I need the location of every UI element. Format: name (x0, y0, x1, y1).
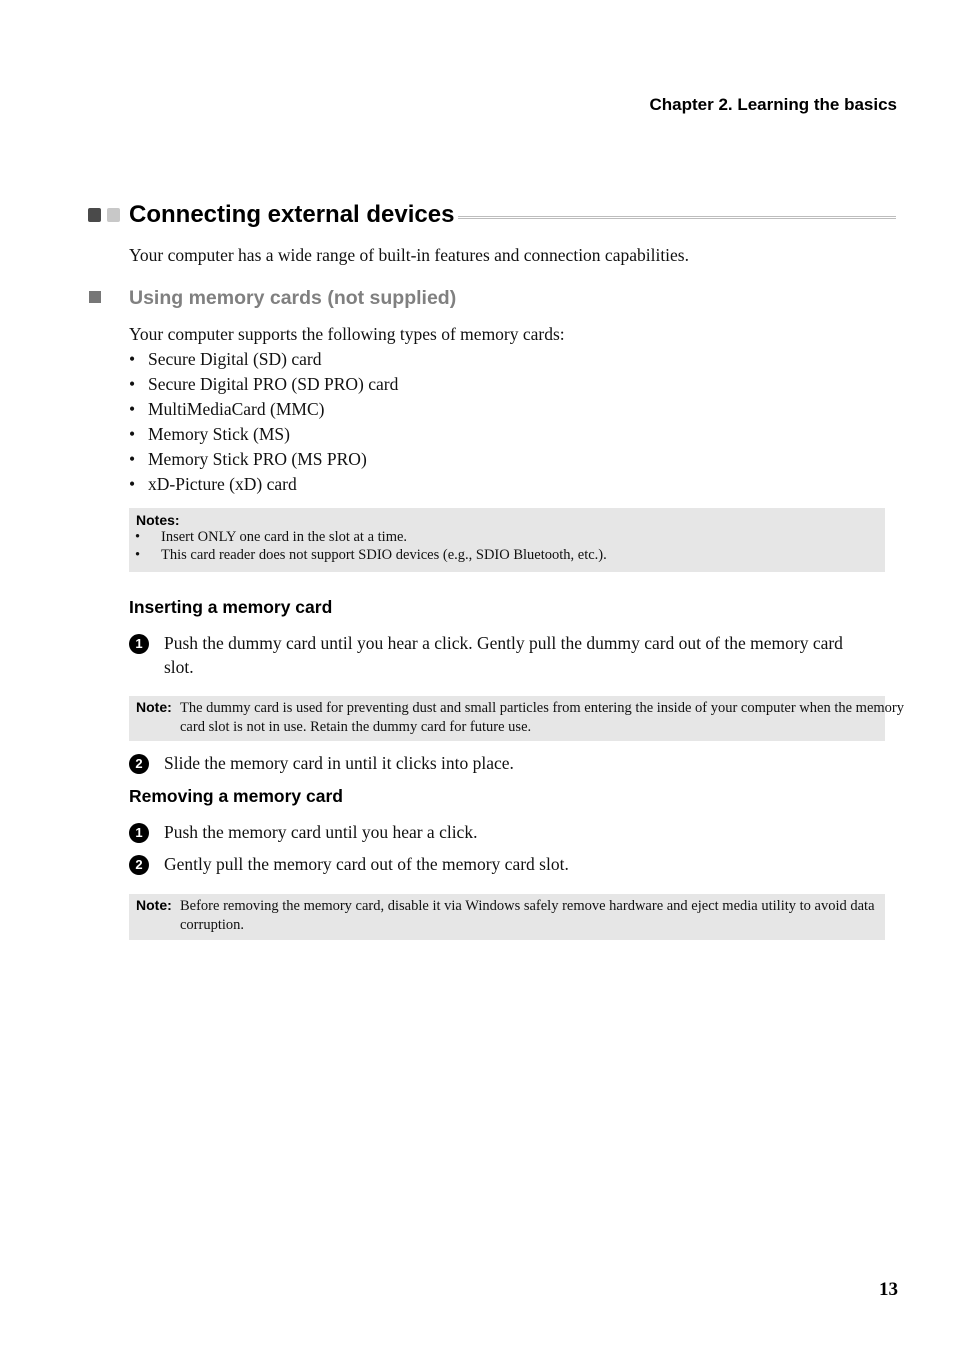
section-heading (88, 201, 896, 233)
note-text: The dummy card is used for preventing dust and small particles from entering the inside of your computer when the memory card slot is not in use. Retain the dummy card for future use. (180, 700, 905, 735)
list-item (129, 372, 398, 397)
bullet-icon: • (129, 449, 136, 469)
bullet-icon: • (129, 474, 136, 494)
step-text: Slide the memory card in until it clicks into place. (164, 753, 514, 773)
section-intro: Your computer has a wide range of built-in features and connection capabilities. (129, 245, 689, 265)
bullet-icon: • (135, 547, 141, 563)
section-title-rule (458, 216, 896, 219)
list-item (129, 347, 398, 372)
subsection-title: Using memory cards (not supplied) (129, 287, 457, 309)
card-type-label: MultiMediaCard (MMC) (148, 399, 325, 419)
note-item (135, 547, 607, 564)
card-type-label: xD-Picture (xD) card (148, 474, 297, 494)
heading-square-light-icon (107, 208, 120, 222)
step-number-icon: 2 (129, 754, 149, 774)
card-type-label: Memory Stick PRO (MS PRO) (148, 449, 367, 469)
note-label: Note: (136, 897, 172, 913)
list-item (129, 397, 398, 422)
page-number: 13 (879, 1279, 898, 1300)
step-number-icon: 2 (129, 855, 149, 875)
step-text: Push the dummy card until you hear a click. Gently pull the dummy card out of the memory card slot. (164, 633, 843, 677)
note-paragraph (136, 896, 920, 935)
list-item (129, 422, 398, 447)
chapter-header: Chapter 2. Learning the basics (649, 95, 897, 114)
bullet-icon: • (129, 424, 136, 444)
note-item (135, 529, 407, 546)
bullet-icon: • (135, 529, 141, 545)
heading-square-dark-icon (88, 208, 101, 222)
section-title: Connecting external devices (129, 201, 455, 228)
note-paragraph (136, 698, 920, 737)
removing-title: Removing a memory card (129, 786, 343, 806)
note-label: Note: (136, 699, 172, 715)
card-type-label: Secure Digital PRO (SD PRO) card (148, 374, 399, 394)
note-text: Insert ONLY one card in the slot at a time. (161, 529, 408, 545)
step-number-icon: 1 (129, 823, 149, 843)
notes-label: Notes: (136, 512, 180, 528)
step-text: Gently pull the memory card out of the memory card slot. (164, 854, 569, 874)
card-type-label: Secure Digital (SD) card (148, 349, 322, 369)
card-type-label: Memory Stick (MS) (148, 424, 290, 444)
list-item (129, 447, 398, 472)
bullet-icon: • (129, 399, 136, 419)
step-number-icon: 1 (129, 634, 149, 654)
inserting-title: Inserting a memory card (129, 597, 333, 617)
memory-card-types-list (129, 347, 398, 497)
note-text: This card reader does not support SDIO devices (e.g., SDIO Bluetooth, etc.). (161, 547, 607, 563)
subsection-square-bullet-icon (89, 291, 101, 303)
bullet-icon: • (129, 374, 136, 394)
list-item (129, 472, 398, 497)
notes-box (129, 508, 885, 572)
removal-note (129, 894, 885, 940)
step-text: Push the memory card until you hear a click. (164, 822, 478, 842)
note-text: Before removing the memory card, disable it via Windows safely remove hardware and eject media utility to avoid data corruption. (180, 898, 875, 933)
bullet-icon: • (129, 349, 136, 369)
supported-cards-intro: Your computer supports the following types of memory cards: (129, 324, 565, 344)
dummy-card-note (129, 696, 905, 741)
